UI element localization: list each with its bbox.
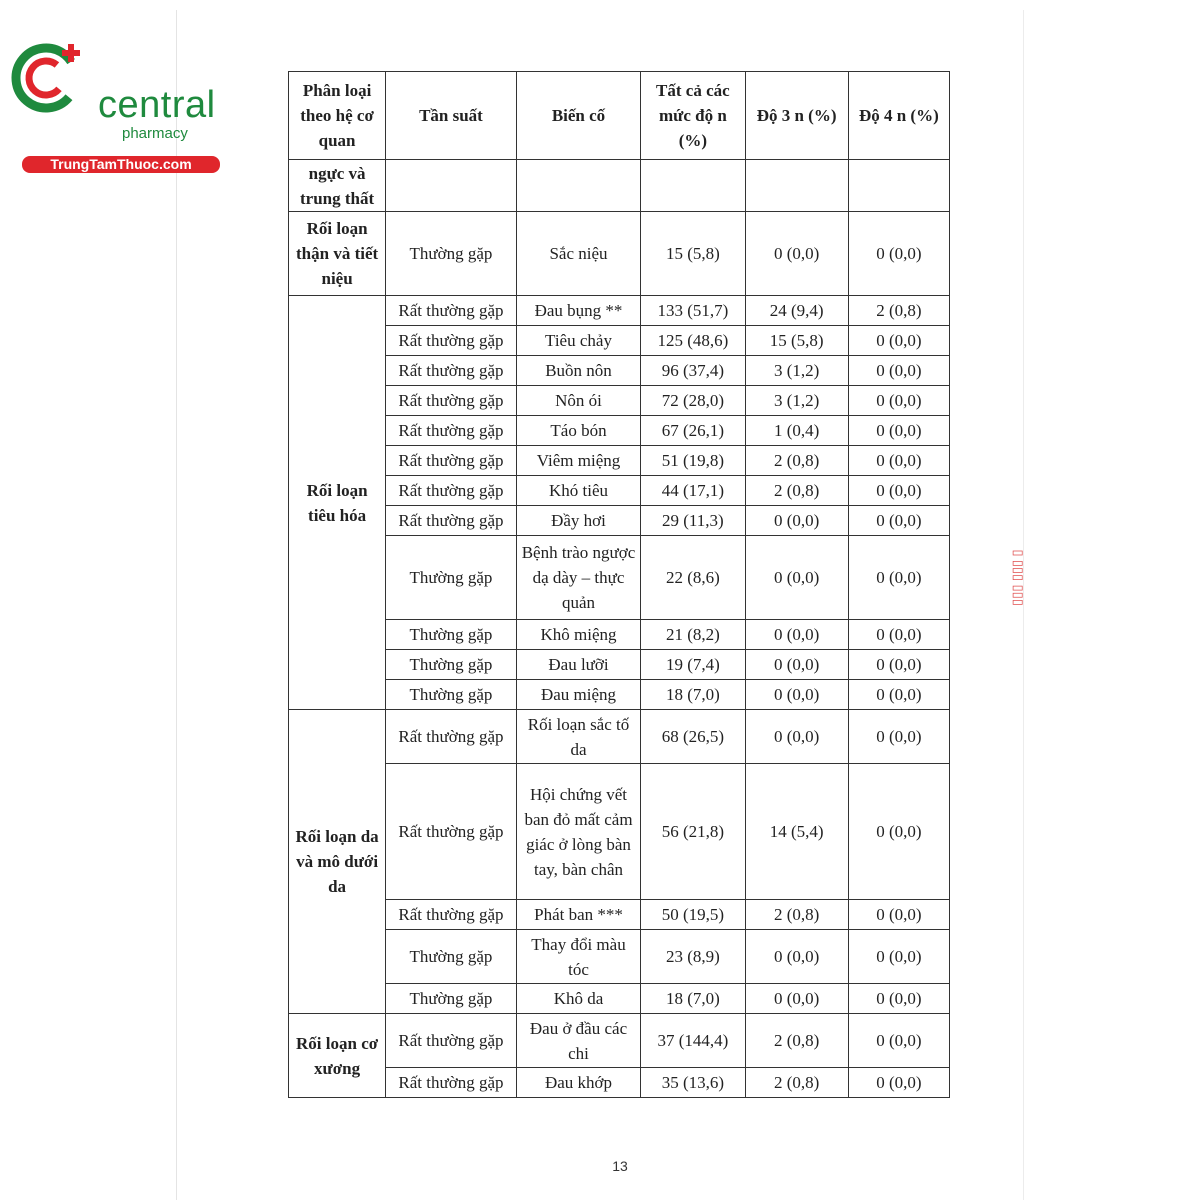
table-row [289,764,950,900]
all-grades-cell: 56 (21,8) [641,764,745,900]
frequency-cell: Rất thường gặp [386,356,517,386]
all-grades-cell: 51 (19,8) [641,446,745,476]
pharmacy-cross-icon [10,38,94,118]
event-cell: Thay đổi màu tóc [516,930,641,984]
grade-4-cell: 2 (0,8) [848,296,949,326]
header-grade-3: Độ 3 n (%) [745,72,848,160]
event-cell: Táo bón [516,416,641,446]
organ-cell: Rối loạn da và mô dưới da [289,710,386,1014]
grade-4-cell: 0 (0,0) [848,984,949,1014]
header-event: Biến cố [516,72,641,160]
frequency-cell [386,160,517,212]
event-cell: Buồn nôn [516,356,641,386]
event-cell: Sắc niệu [516,212,641,296]
event-cell: Viêm miệng [516,446,641,476]
grade-4-cell [848,160,949,212]
grade-4-cell: 0 (0,0) [848,900,949,930]
event-cell: Hội chứng vết ban đỏ mất cảm giác ở lòng bàn tay, bàn chân [516,764,641,900]
grade-4-cell: 0 (0,0) [848,620,949,650]
red-stamp-mark: ▯▯▯ ▯▯▯ ▯ [1009,549,1024,606]
frequency-cell: Rất thường gặp [386,476,517,506]
grade-3-cell: 0 (0,0) [745,212,848,296]
all-grades-cell: 72 (28,0) [641,386,745,416]
all-grades-cell: 18 (7,0) [641,984,745,1014]
logo-url-banner: TrungTamThuoc.com [22,156,220,173]
event-cell [516,160,641,212]
grade-3-cell: 0 (0,0) [745,984,848,1014]
grade-3-cell: 24 (9,4) [745,296,848,326]
organ-cell: Rối loạn thận và tiết niệu [289,212,386,296]
frequency-cell: Rất thường gặp [386,900,517,930]
grade-3-cell: 0 (0,0) [745,710,848,764]
grade-3-cell: 2 (0,8) [745,900,848,930]
adverse-events-table [288,71,950,1098]
grade-3-cell: 0 (0,0) [745,650,848,680]
grade-3-cell: 2 (0,8) [745,1068,848,1098]
all-grades-cell: 133 (51,7) [641,296,745,326]
all-grades-cell: 22 (8,6) [641,536,745,620]
grade-4-cell: 0 (0,0) [848,212,949,296]
grade-3-cell: 0 (0,0) [745,930,848,984]
grade-4-cell: 0 (0,0) [848,476,949,506]
event-cell: Đầy hơi [516,506,641,536]
all-grades-cell: 21 (8,2) [641,620,745,650]
frequency-cell: Thường gặp [386,536,517,620]
grade-3-cell: 2 (0,8) [745,446,848,476]
all-grades-cell: 67 (26,1) [641,416,745,446]
table-row [289,386,950,416]
frequency-cell: Rất thường gặp [386,326,517,356]
grade-3-cell: 2 (0,8) [745,1014,848,1068]
frequency-cell: Rất thường gặp [386,446,517,476]
frequency-cell: Thường gặp [386,680,517,710]
event-cell: Tiêu chảy [516,326,641,356]
table-row [289,650,950,680]
all-grades-cell: 23 (8,9) [641,930,745,984]
event-cell: Đau ở đầu các chi [516,1014,641,1068]
organ-cell: ngực và trung thất [289,160,386,212]
grade-4-cell: 0 (0,0) [848,1068,949,1098]
table-row [289,930,950,984]
grade-4-cell: 0 (0,0) [848,446,949,476]
frequency-cell: Rất thường gặp [386,296,517,326]
all-grades-cell: 50 (19,5) [641,900,745,930]
table-row [289,296,950,326]
frequency-cell: Rất thường gặp [386,710,517,764]
frequency-cell: Rất thường gặp [386,386,517,416]
event-cell: Đau bụng ** [516,296,641,326]
table-row [289,620,950,650]
grade-4-cell: 0 (0,0) [848,930,949,984]
grade-3-cell: 0 (0,0) [745,536,848,620]
all-grades-cell: 19 (7,4) [641,650,745,680]
grade-3-cell: 0 (0,0) [745,680,848,710]
table-row [289,356,950,386]
grade-3-cell: 2 (0,8) [745,476,848,506]
event-cell: Khô miệng [516,620,641,650]
table-row [289,984,950,1014]
grade-4-cell: 0 (0,0) [848,536,949,620]
frequency-cell: Thường gặp [386,212,517,296]
table-header-row [289,72,950,160]
frequency-cell: Rất thường gặp [386,1068,517,1098]
frequency-cell: Thường gặp [386,650,517,680]
all-grades-cell: 96 (37,4) [641,356,745,386]
organ-cell: Rối loạn cơ xương [289,1014,386,1098]
grade-4-cell: 0 (0,0) [848,1014,949,1068]
grade-4-cell: 0 (0,0) [848,764,949,900]
event-cell: Phát ban *** [516,900,641,930]
event-cell: Khô da [516,984,641,1014]
all-grades-cell: 44 (17,1) [641,476,745,506]
table-row [289,416,950,446]
frequency-cell: Rất thường gặp [386,1014,517,1068]
header-grade-4: Độ 4 n (%) [848,72,949,160]
event-cell: Bệnh trào ngược dạ dày – thực quản [516,536,641,620]
grade-3-cell: 14 (5,4) [745,764,848,900]
all-grades-cell: 68 (26,5) [641,710,745,764]
all-grades-cell: 15 (5,8) [641,212,745,296]
central-pharmacy-logo [10,38,220,172]
grade-3-cell: 1 (0,4) [745,416,848,446]
logo-wordmark: central [98,84,216,126]
table-row [289,536,950,620]
all-grades-cell: 18 (7,0) [641,680,745,710]
all-grades-cell: 35 (13,6) [641,1068,745,1098]
event-cell: Nôn ói [516,386,641,416]
frequency-cell: Rất thường gặp [386,416,517,446]
frequency-cell: Rất thường gặp [386,506,517,536]
frequency-cell: Thường gặp [386,984,517,1014]
event-cell: Đau khớp [516,1068,641,1098]
all-grades-cell [641,160,745,212]
header-frequency: Tần suất [386,72,517,160]
table-row [289,212,950,296]
event-cell: Đau miệng [516,680,641,710]
grade-4-cell: 0 (0,0) [848,416,949,446]
table-row [289,1014,950,1068]
table-row [289,1068,950,1098]
grade-3-cell: 3 (1,2) [745,386,848,416]
all-grades-cell: 37 (144,4) [641,1014,745,1068]
table-row [289,710,950,764]
grade-3-cell: 0 (0,0) [745,506,848,536]
frequency-cell: Thường gặp [386,930,517,984]
table-row [289,506,950,536]
table-row [289,160,950,212]
all-grades-cell: 29 (11,3) [641,506,745,536]
table-row [289,900,950,930]
grade-4-cell: 0 (0,0) [848,710,949,764]
grade-3-cell: 15 (5,8) [745,326,848,356]
grade-4-cell: 0 (0,0) [848,386,949,416]
grade-4-cell: 0 (0,0) [848,506,949,536]
grade-4-cell: 0 (0,0) [848,650,949,680]
event-cell: Khó tiêu [516,476,641,506]
grade-4-cell: 0 (0,0) [848,356,949,386]
grade-3-cell: 3 (1,2) [745,356,848,386]
grade-4-cell: 0 (0,0) [848,326,949,356]
event-cell: Rối loạn sắc tố da [516,710,641,764]
frequency-cell: Rất thường gặp [386,764,517,900]
table-row [289,326,950,356]
organ-cell: Rối loạn tiêu hóa [289,296,386,710]
table-row [289,446,950,476]
header-organ: Phân loại theo hệ cơ quan [289,72,386,160]
event-cell: Đau lưỡi [516,650,641,680]
grade-3-cell: 0 (0,0) [745,620,848,650]
header-all-grades: Tất cả các mức độ n (%) [641,72,745,160]
grade-3-cell [745,160,848,212]
logo-subtitle: pharmacy [122,125,188,142]
table-row [289,680,950,710]
all-grades-cell: 125 (48,6) [641,326,745,356]
page-number: 13 [612,1158,628,1174]
frequency-cell: Thường gặp [386,620,517,650]
grade-4-cell: 0 (0,0) [848,680,949,710]
table-row [289,476,950,506]
